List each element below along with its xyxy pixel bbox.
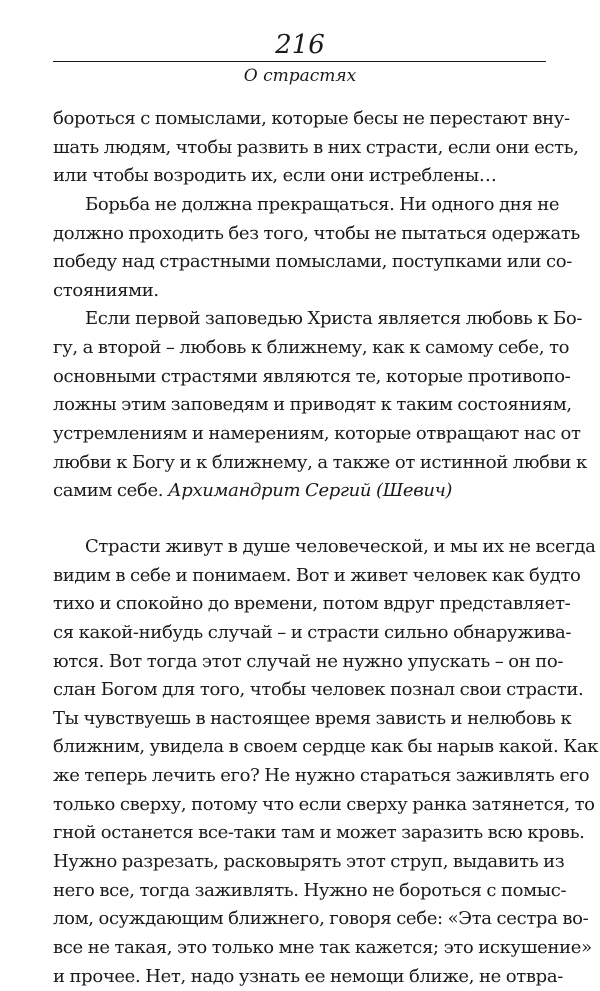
text-line: ложны этим заповедям и приводят к таким состояниям, [53,394,572,416]
header-divider [53,61,546,62]
text-line: лом, осуждающим ближнего, говоря себе: «Эта сестра во- [53,908,589,930]
paragraph [53,305,587,505]
text-line: шать людям, чтобы развить в них страсти, если они есть, [53,136,579,158]
text-line: слан Богом для того, чтобы человек познал свои страсти. [53,679,584,701]
text-line: видим в себе и понимаем. Вот и живет человек как будто [53,564,581,586]
quote-attribution: Архимандрит Сергий (Шевич) [168,480,453,502]
paragraph [53,105,579,191]
text-line: ся какой-нибудь случай – и страсти сильно обнаружива- [53,621,572,643]
text-line: все не такая, это только мне так кажется; это искушение» [53,936,592,958]
body-text [53,105,599,991]
text-line: гной останется все-таки там и может заразить всю кровь. [53,822,585,844]
text-line-content: самим себе. [53,480,164,502]
text-line: же теперь лечить его? Не нужно стараться заживлять его [53,765,590,787]
text-line: тихо и спокойно до времени, потом вдруг представляет- [53,593,571,615]
text-line [53,477,546,506]
text-line: бороться с помыслами, которые бесы не перестают вну- [53,108,570,129]
text-line: него все, тогда заживлять. Нужно не бороться с помыс- [53,879,567,901]
text-line: Борьба не должна прекращаться. Ни одного дня не [85,193,560,215]
paragraph [53,191,580,306]
page-number: 216 [275,30,325,60]
section-title: О страстях [243,66,357,86]
text-line: победу над страстными помыслами, поступками или со- [53,251,572,273]
text-line: ются. Вот тогда этот случай не нужно упускать – он по- [53,650,564,672]
text-line: только сверху, потому что если сверху ранка затянется, то [53,793,595,815]
text-line: устремлениям и намерениям, которые отвращают нас от [53,423,581,445]
text-line: Ты чувствуешь в настоящее время зависть и нелюбовь к [53,707,572,729]
text-line: и прочее. Нет, надо узнать ее немощи ближе, не отвра- [53,965,563,987]
text-line: любви к Богу и к ближнему, а также от истинной любви к [53,451,587,473]
text-line: ближним, увидела в своем сердце как бы нарыв какой. Как [53,736,599,758]
text-line: гу, а второй – любовь к ближнему, как к самому себе, то [53,337,570,359]
section-gap [53,506,546,533]
text-line: Если первой заповедью Христа является любовь к Бо- [85,308,583,330]
text-line: или чтобы возродить их, если они истреблены… [53,165,497,187]
text-line: основными страстями являются те, которые противопо- [53,365,571,387]
text-line: Нужно разрезать, расковырять этот струп, выдавить из [53,851,565,873]
text-line: стояниями. [53,279,159,301]
text-line: должно проходить без того, чтобы не пытаться одержать [53,222,580,244]
text-line: Страсти живут в душе человеческой, и мы их не всегда [85,535,596,557]
paragraph [53,533,599,991]
